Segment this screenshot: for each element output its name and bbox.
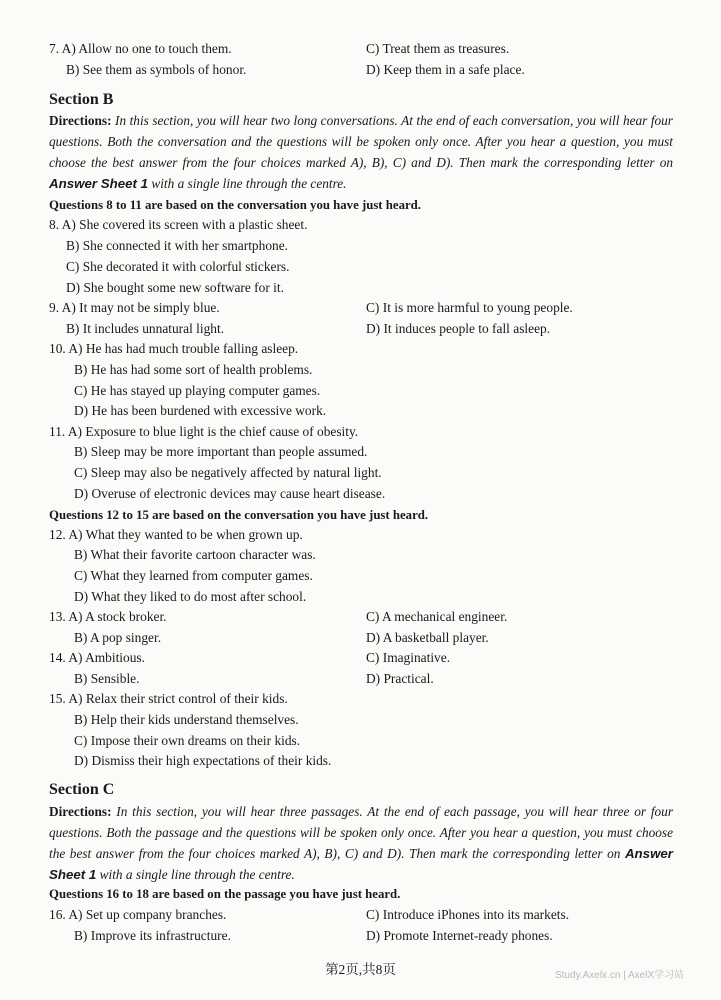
- q7-option-b: B) See them as symbols of honor.: [66, 62, 247, 77]
- page-number: 第2页,共8页: [325, 962, 396, 977]
- q12-option-b: B) What their favorite cartoon character was.: [74, 547, 316, 562]
- q12-option-a: 12. A) What they wanted to be when grown up.: [49, 527, 303, 542]
- q7-option-d: D) Keep them in a safe place.: [366, 62, 525, 77]
- q16-option-b: B) Improve its infrastructure.: [74, 928, 231, 943]
- q12-option-d: D) What they liked to do most after school.: [74, 589, 307, 604]
- q10-option-c: C) He has stayed up playing computer games.: [74, 383, 321, 398]
- q15-option-a: 15. A) Relax their strict control of their kids.: [49, 691, 288, 706]
- q8-option-a: 8. A) She covered its screen with a plastic sheet.: [49, 217, 308, 232]
- q13-option-b: B) A pop singer.: [74, 630, 162, 645]
- directions-text: In this section, you will hear two long conversations. At the end of each conversation, you will hear four questions. Both the conversation and the questions will be spoken only once. After you hear a question, you must choose the best answer from the four choices marked A), B), C) and D). Then mark the corresponding letter on: [49, 113, 673, 170]
- q9-option-b: B) It includes unnatural light.: [66, 321, 225, 336]
- section-c-title: Section C: [49, 781, 115, 798]
- q16-option-c: C) Introduce iPhones into its markets.: [366, 907, 570, 922]
- watermark: Study.Axelx.cn | AxelX学习站: [555, 970, 685, 981]
- directions-label: Directions:: [49, 113, 112, 128]
- q10-option-a: 10. A) He has had much trouble falling asleep.: [49, 341, 299, 356]
- q8-option-b: B) She connected it with her smartphone.: [66, 238, 289, 253]
- q9-option-c: C) It is more harmful to young people.: [366, 300, 573, 315]
- q8-option-c: C) She decorated it with colorful stickers.: [66, 259, 290, 274]
- question-group-heading: Questions 8 to 11 are based on the conversation you have just heard.: [49, 198, 421, 212]
- section-c-directions: [49, 801, 673, 885]
- q16-option-d: D) Promote Internet-ready phones.: [366, 928, 553, 943]
- section-b-directions: [49, 110, 673, 194]
- answer-sheet-label: Answer Sheet 1: [49, 176, 149, 191]
- answer-sheet-label: Answer Sheet 1: [49, 846, 673, 882]
- q13-option-c: C) A mechanical engineer.: [366, 609, 508, 624]
- q14-option-d: D) Practical.: [366, 671, 434, 686]
- q14-option-b: B) Sensible.: [74, 671, 140, 686]
- q9-option-a: 9. A) It may not be simply blue.: [49, 300, 220, 315]
- q11-option-c: C) Sleep may also be negatively affected by natural light.: [74, 465, 382, 480]
- q15-option-c: C) Impose their own dreams on their kids.: [74, 733, 301, 748]
- question-group-heading: Questions 12 to 15 are based on the conversation you have just heard.: [49, 508, 429, 522]
- directions-text-end: with a single line through the centre.: [96, 867, 295, 882]
- q7-option-a: 7. A) Allow no one to touch them.: [49, 41, 232, 56]
- directions-text: In this section, you will hear three passages. At the end of each passage, you will hear three or four questions. Both the passage and the questions will be spoken only once. After you hear a question, you must choose the best answer from the four choices marked A), B), C) and D). Then mark the corresponding letter on: [49, 804, 673, 861]
- q12-option-c: C) What they learned from computer games.: [74, 568, 313, 583]
- directions-text-end: with a single line through the centre.: [148, 176, 347, 191]
- q11-option-a: 11. A) Exposure to blue light is the chief cause of obesity.: [49, 424, 359, 439]
- q13-option-d: D) A basketball player.: [366, 630, 489, 645]
- q10-option-b: B) He has had some sort of health problems.: [74, 362, 313, 377]
- q9-option-d: D) It induces people to fall asleep.: [366, 321, 551, 336]
- question-group-heading: Questions 16 to 18 are based on the passage you have just heard.: [49, 887, 401, 901]
- q11-option-b: B) Sleep may be more important than people assumed.: [74, 444, 368, 459]
- q15-option-b: B) Help their kids understand themselves.: [74, 712, 299, 727]
- q8-option-d: D) She bought some new software for it.: [66, 280, 284, 295]
- q11-option-d: D) Overuse of electronic devices may cause heart disease.: [74, 486, 386, 501]
- q13-option-a: 13. A) A stock broker.: [49, 609, 167, 624]
- directions-label: Directions:: [49, 804, 112, 819]
- q10-option-d: D) He has been burdened with excessive work.: [74, 403, 327, 418]
- q14-option-a: 14. A) Ambitious.: [49, 650, 145, 665]
- q14-option-c: C) Imaginative.: [366, 650, 451, 665]
- q15-option-d: D) Dismiss their high expectations of their kids.: [74, 753, 332, 768]
- section-b-title: Section B: [49, 91, 114, 108]
- q16-option-a: 16. A) Set up company branches.: [49, 907, 227, 922]
- q7-option-c: C) Treat them as treasures.: [366, 41, 510, 56]
